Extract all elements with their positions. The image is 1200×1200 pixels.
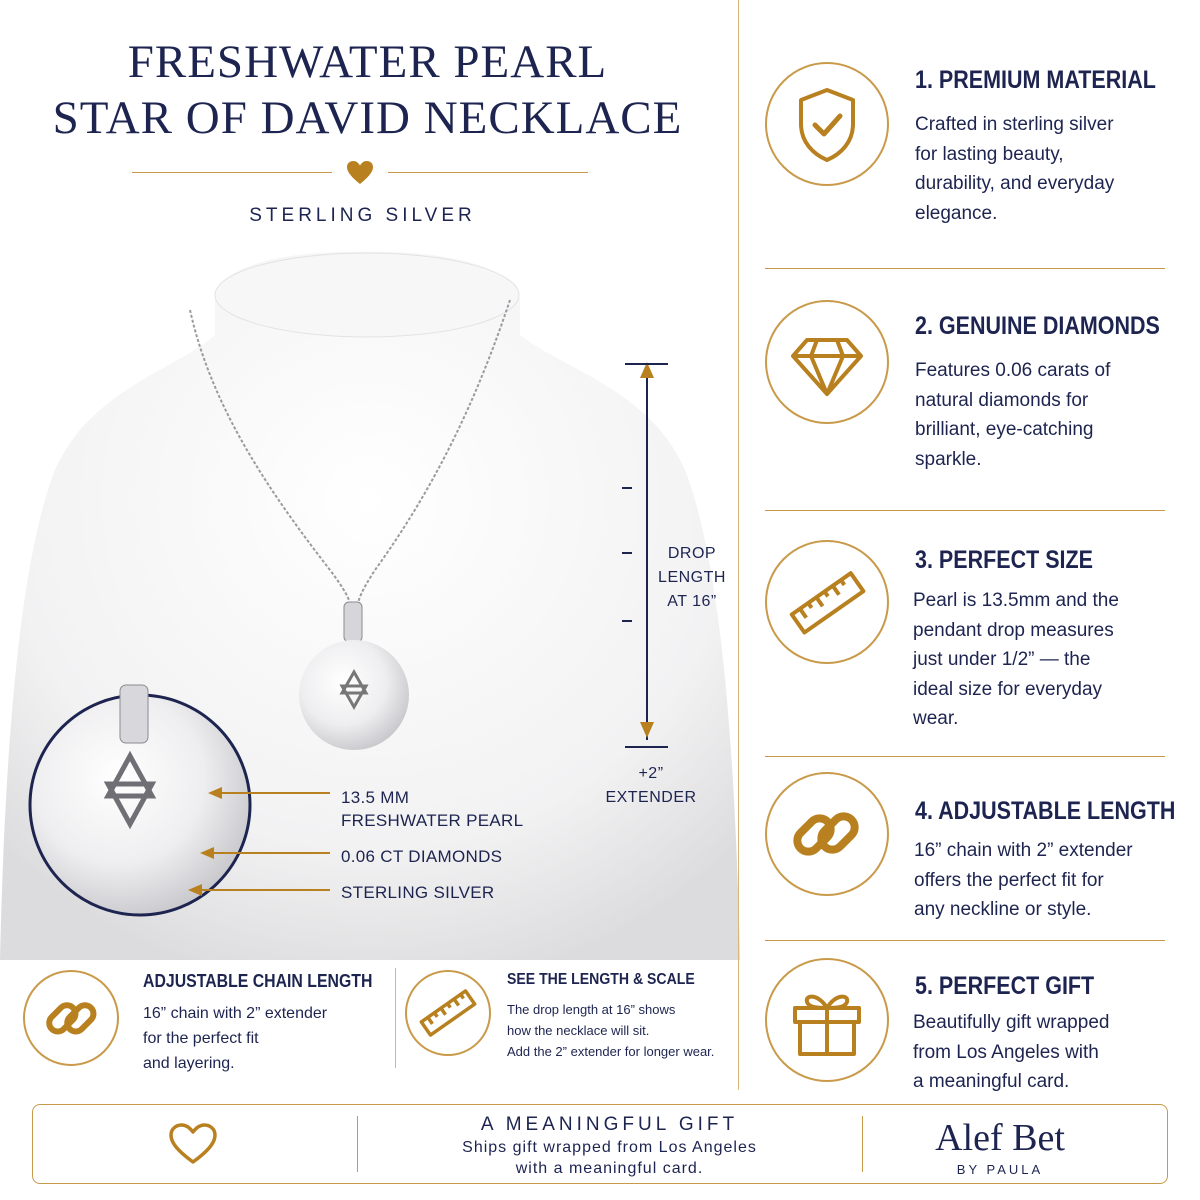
ruler-icon — [767, 542, 887, 662]
title-line-2: STAR OF DAVID NECKLACE — [52, 92, 683, 144]
feature-3-text: Pearl is 13.5mm and the pendant drop measures just under 1/2” — the ideal size for everyday wear. — [913, 590, 1119, 729]
chain-circle — [23, 970, 119, 1066]
banner-divider-right — [862, 1116, 863, 1172]
shield-check-icon — [767, 64, 887, 184]
heart-icon — [168, 1122, 218, 1166]
feature-2-title: 2. GENUINE DIAMONDS — [915, 312, 1160, 340]
chain-length-title: ADJUSTABLE CHAIN LENGTH — [143, 971, 373, 991]
chain-link-icon — [25, 972, 117, 1064]
feature-divider-2 — [765, 510, 1165, 511]
feature-1-circle — [765, 62, 889, 186]
feature-2-circle — [765, 300, 889, 424]
chain-link-icon — [767, 774, 887, 894]
bottom-divider — [395, 968, 396, 1068]
divider-left — [132, 172, 332, 173]
chain-length-text: 16” chain with 2” extender for the perfect fit and layering. — [143, 1005, 328, 1072]
brand-sub: BY PAULA — [956, 1162, 1044, 1177]
feature-4-title: 4. ADJUSTABLE LENGTH — [915, 797, 1176, 825]
scale-circle — [405, 970, 491, 1056]
diamond-icon — [767, 302, 887, 422]
brand-logo: Alef Bet — [935, 1117, 1065, 1159]
callout-diamonds: 0.06 CT DIAMONDS — [341, 847, 503, 866]
heart-divider-icon — [346, 160, 374, 186]
feature-5-circle — [765, 958, 889, 1082]
gift-icon — [767, 960, 887, 1080]
feature-divider-1 — [765, 268, 1165, 269]
feature-4-text: 16” chain with 2” extender offers the perfect fit for any neckline or style. — [914, 840, 1133, 920]
feature-3-title: 3. PERFECT SIZE — [915, 546, 1094, 574]
banner-line-2: with a meaningful card. — [515, 1160, 704, 1177]
feature-4-circle — [765, 772, 889, 896]
callout-pearl: 13.5 MM FRESHWATER PEARL — [341, 788, 524, 830]
feature-5-text: Beautifully gift wrapped from Los Angeles with a meaningful card. — [913, 1012, 1110, 1092]
banner-line-1: Ships gift wrapped from Los Angeles — [462, 1139, 757, 1156]
ruler-icon — [407, 972, 489, 1054]
callout-silver: STERLING SILVER — [341, 883, 495, 902]
drop-length-label: DROP LENGTH AT 16” — [658, 545, 726, 610]
column-divider — [738, 0, 739, 1090]
scale-text: The drop length at 16” shows how the necklace will sit. Add the 2” extender for longer wear. — [507, 1002, 715, 1059]
banner-heading: A MEANINGFUL GIFT — [480, 1114, 739, 1135]
scale-title: SEE THE LENGTH & SCALE — [507, 971, 695, 988]
feature-1-text: Crafted in sterling silver for lasting beauty, durability, and everyday elegance. — [915, 114, 1115, 224]
feature-divider-4 — [765, 940, 1165, 941]
feature-3-circle — [765, 540, 889, 664]
feature-5-title: 5. PERFECT GIFT — [915, 972, 1095, 1000]
title-line-1: FRESHWATER PEARL — [127, 36, 608, 88]
subtitle: STERLING SILVER — [249, 205, 476, 226]
divider-right — [388, 172, 588, 173]
feature-divider-3 — [765, 756, 1165, 757]
feature-1-title: 1. PREMIUM MATERIAL — [915, 66, 1156, 94]
feature-2-text: Features 0.06 carats of natural diamonds for brilliant, eye-catching sparkle. — [915, 360, 1111, 470]
extender-label: +2” EXTENDER — [605, 765, 697, 806]
